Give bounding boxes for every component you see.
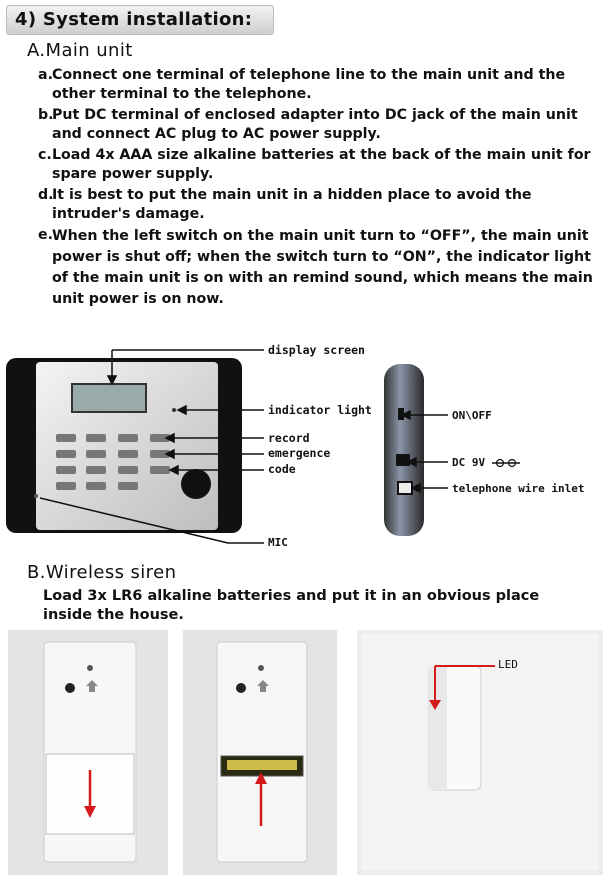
list-item: e. When the left switch on the main unit turn to “OFF”, the main unit power is shut off; when the switch turn to “ON”, the indicator light of the main unit is on with an remind sound, which means the main unit power is on now. (38, 227, 593, 307)
main-unit-front-image (6, 358, 242, 533)
led-label: LED (498, 658, 518, 671)
list-item: d. It is best to put the main unit in a hidden place to avoid the intruder's damage. (38, 187, 532, 222)
callout-on-off: ON\OFF (452, 409, 492, 422)
siren-photo-open (183, 630, 337, 875)
siren-photo-closed (8, 630, 168, 875)
list-item: c. Load 4x AAA size alkaline batteries at the back of the main unit for spare power supply. (38, 147, 591, 182)
list-item: b. Put DC terminal of enclosed adapter into DC jack of the main unit and connect AC plug to AC power supply. (38, 107, 578, 142)
callout-record: record (268, 431, 310, 445)
main-unit-heading: A.Main unit (27, 40, 133, 61)
main-unit-side-image (384, 364, 424, 536)
callout-dc: DC 9V (452, 456, 524, 469)
callout-code: code (268, 462, 296, 476)
siren-photo-mounted (357, 630, 603, 875)
callout-display-screen: display screen (268, 343, 365, 357)
callout-telephone-inlet: telephone wire inlet (452, 482, 585, 495)
callout-indicator-light: indicator light (268, 403, 372, 417)
wireless-siren-text: Load 3x LR6 alkaline batteries and put it in an obvious place inside the house. (43, 588, 540, 623)
section-header (6, 5, 274, 35)
dc-polarity-icon (492, 458, 524, 468)
main-unit-list (38, 66, 612, 310)
section-title: 4) System installation: (15, 9, 253, 30)
callout-mic: MIC (268, 536, 288, 549)
list-item: a. Connect one terminal of telephone line to the main unit and the other terminal to the telephone. (38, 67, 566, 102)
callout-emergence: emergence (268, 446, 331, 460)
wireless-siren-heading: B.Wireless siren (27, 562, 177, 583)
